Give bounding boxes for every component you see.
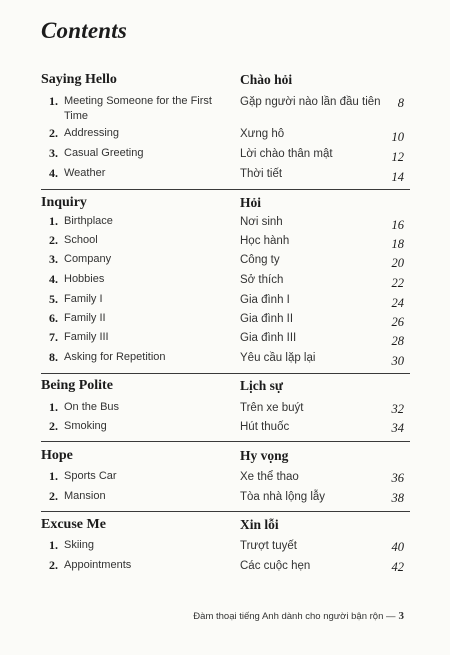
- entry-number: 2.: [49, 126, 58, 140]
- entry-title-en: Family II: [64, 312, 106, 324]
- entry-title-en: Asking for Repetition: [64, 351, 166, 363]
- footer-book-title: Đàm thoại tiếng Anh dành cho người bận rộn —: [193, 611, 396, 622]
- entry-page-number: 16: [391, 218, 404, 232]
- entry-number: 2.: [49, 489, 58, 503]
- entry-page-number: 38: [391, 491, 404, 505]
- entry-page-number: 40: [391, 540, 404, 554]
- entry-number: 4.: [49, 272, 58, 286]
- entry-title-en: Hobbies: [64, 273, 105, 285]
- entry-title-en: School: [64, 234, 98, 246]
- entry-title-vi: Thời tiết: [240, 168, 283, 180]
- entry-number: 1.: [49, 469, 58, 483]
- entry-number: 1.: [49, 94, 58, 108]
- section-title-en: Hope: [41, 448, 73, 463]
- entry-title-vi: Gia đình I: [240, 294, 290, 306]
- entry-title-vi: Học hành: [240, 235, 290, 247]
- entry-title-vi: Tòa nhà lộng lẫy: [240, 491, 326, 503]
- entry-number: 1.: [49, 400, 58, 414]
- entry-title-en: Family III: [64, 331, 109, 343]
- entry-number: 2.: [49, 233, 58, 247]
- entry-page-number: 30: [391, 354, 404, 368]
- section-divider: [41, 373, 410, 374]
- entry-page-number: 28: [391, 334, 404, 348]
- entry-title-en: Casual Greeting: [64, 147, 144, 159]
- entry-title-vi: Trên xe buýt: [240, 402, 304, 414]
- entry-number: 2.: [49, 558, 58, 572]
- entry-number: 4.: [49, 166, 58, 180]
- entry-page-number: 12: [391, 150, 404, 164]
- entry-title-vi: Các cuộc hẹn: [240, 560, 311, 572]
- entry-page-number: 36: [391, 471, 404, 485]
- section-title-vi: Hỏi: [240, 195, 262, 210]
- entry-title-vi: Trượt tuyết: [240, 540, 297, 552]
- entry-title-en: Company: [64, 253, 112, 265]
- section-title-en: Saying Hello: [41, 72, 117, 87]
- entry-page-number: 8: [397, 96, 404, 110]
- section-title-en: Excuse Me: [41, 517, 106, 532]
- entry-title-en: Sports Car: [64, 470, 117, 482]
- entry-title-en: Appointments: [64, 559, 132, 571]
- entry-title-en: Family I: [64, 293, 103, 305]
- footer-page-number: 3: [398, 610, 404, 622]
- section-title-vi: Xin lỗi: [240, 517, 279, 532]
- entry-title-en: Smoking: [64, 420, 107, 432]
- entry-title-en: Addressing: [64, 127, 120, 139]
- entry-title-en: Mansion: [64, 490, 106, 502]
- entry-page-number: 22: [391, 276, 404, 290]
- entry-number: 3.: [49, 252, 58, 266]
- entry-title-vi: Lời chào thân mật: [240, 148, 333, 160]
- entry-title-en: Weather: [64, 167, 106, 179]
- section-divider: [41, 189, 410, 190]
- page-footer: [0, 610, 404, 622]
- entry-page-number: 14: [391, 170, 404, 184]
- entry-title-vi: Sở thích: [240, 274, 284, 286]
- entry-title-en: Meeting Someone for the First Time: [64, 95, 212, 122]
- entry-title-vi: Công ty: [240, 254, 280, 266]
- entry-title-en: Birthplace: [64, 215, 113, 227]
- entry-number: 7.: [49, 330, 58, 344]
- entry-title-vi: Xưng hô: [240, 128, 285, 140]
- entry-title-vi: Xe thể thao: [240, 471, 299, 483]
- entry-title-en: Skiing: [64, 539, 94, 551]
- entry-title-vi: Gia đình II: [240, 313, 294, 325]
- entry-number: 2.: [49, 419, 58, 433]
- entry-title-vi: Nơi sinh: [240, 216, 283, 228]
- entry-page-number: 10: [391, 130, 404, 144]
- entry-page-number: 18: [391, 237, 404, 251]
- entry-page-number: 26: [391, 315, 404, 329]
- entry-page-number: 20: [391, 256, 404, 270]
- page-title: Contents: [41, 18, 127, 43]
- entry-page-number: 24: [391, 296, 404, 310]
- entry-title-vi: Hút thuốc: [240, 421, 290, 433]
- entry-number: 5.: [49, 292, 58, 306]
- section-title-vi: Hy vọng: [240, 448, 289, 463]
- section-title-en: Being Polite: [41, 378, 113, 393]
- entry-title-vi: Yêu cầu lặp lại: [240, 352, 316, 364]
- entry-title-vi: Gặp người nào lần đầu tiên: [240, 96, 381, 108]
- section-title-vi: Chào hỏi: [240, 72, 293, 87]
- entry-page-number: 34: [391, 421, 404, 435]
- entry-page-number: 42: [391, 560, 404, 574]
- section-divider: [41, 511, 410, 512]
- entry-page-number: 32: [391, 402, 404, 416]
- entry-number: 3.: [49, 146, 58, 160]
- entry-title-en: On the Bus: [64, 401, 120, 413]
- entry-number: 1.: [49, 538, 58, 552]
- entry-number: 8.: [49, 350, 58, 364]
- section-divider: [41, 441, 410, 442]
- entry-title-vi: Gia đình III: [240, 332, 297, 344]
- section-title-en: Inquiry: [41, 195, 87, 210]
- entry-number: 1.: [49, 214, 58, 228]
- entry-number: 6.: [49, 311, 58, 325]
- section-title-vi: Lịch sự: [240, 378, 283, 393]
